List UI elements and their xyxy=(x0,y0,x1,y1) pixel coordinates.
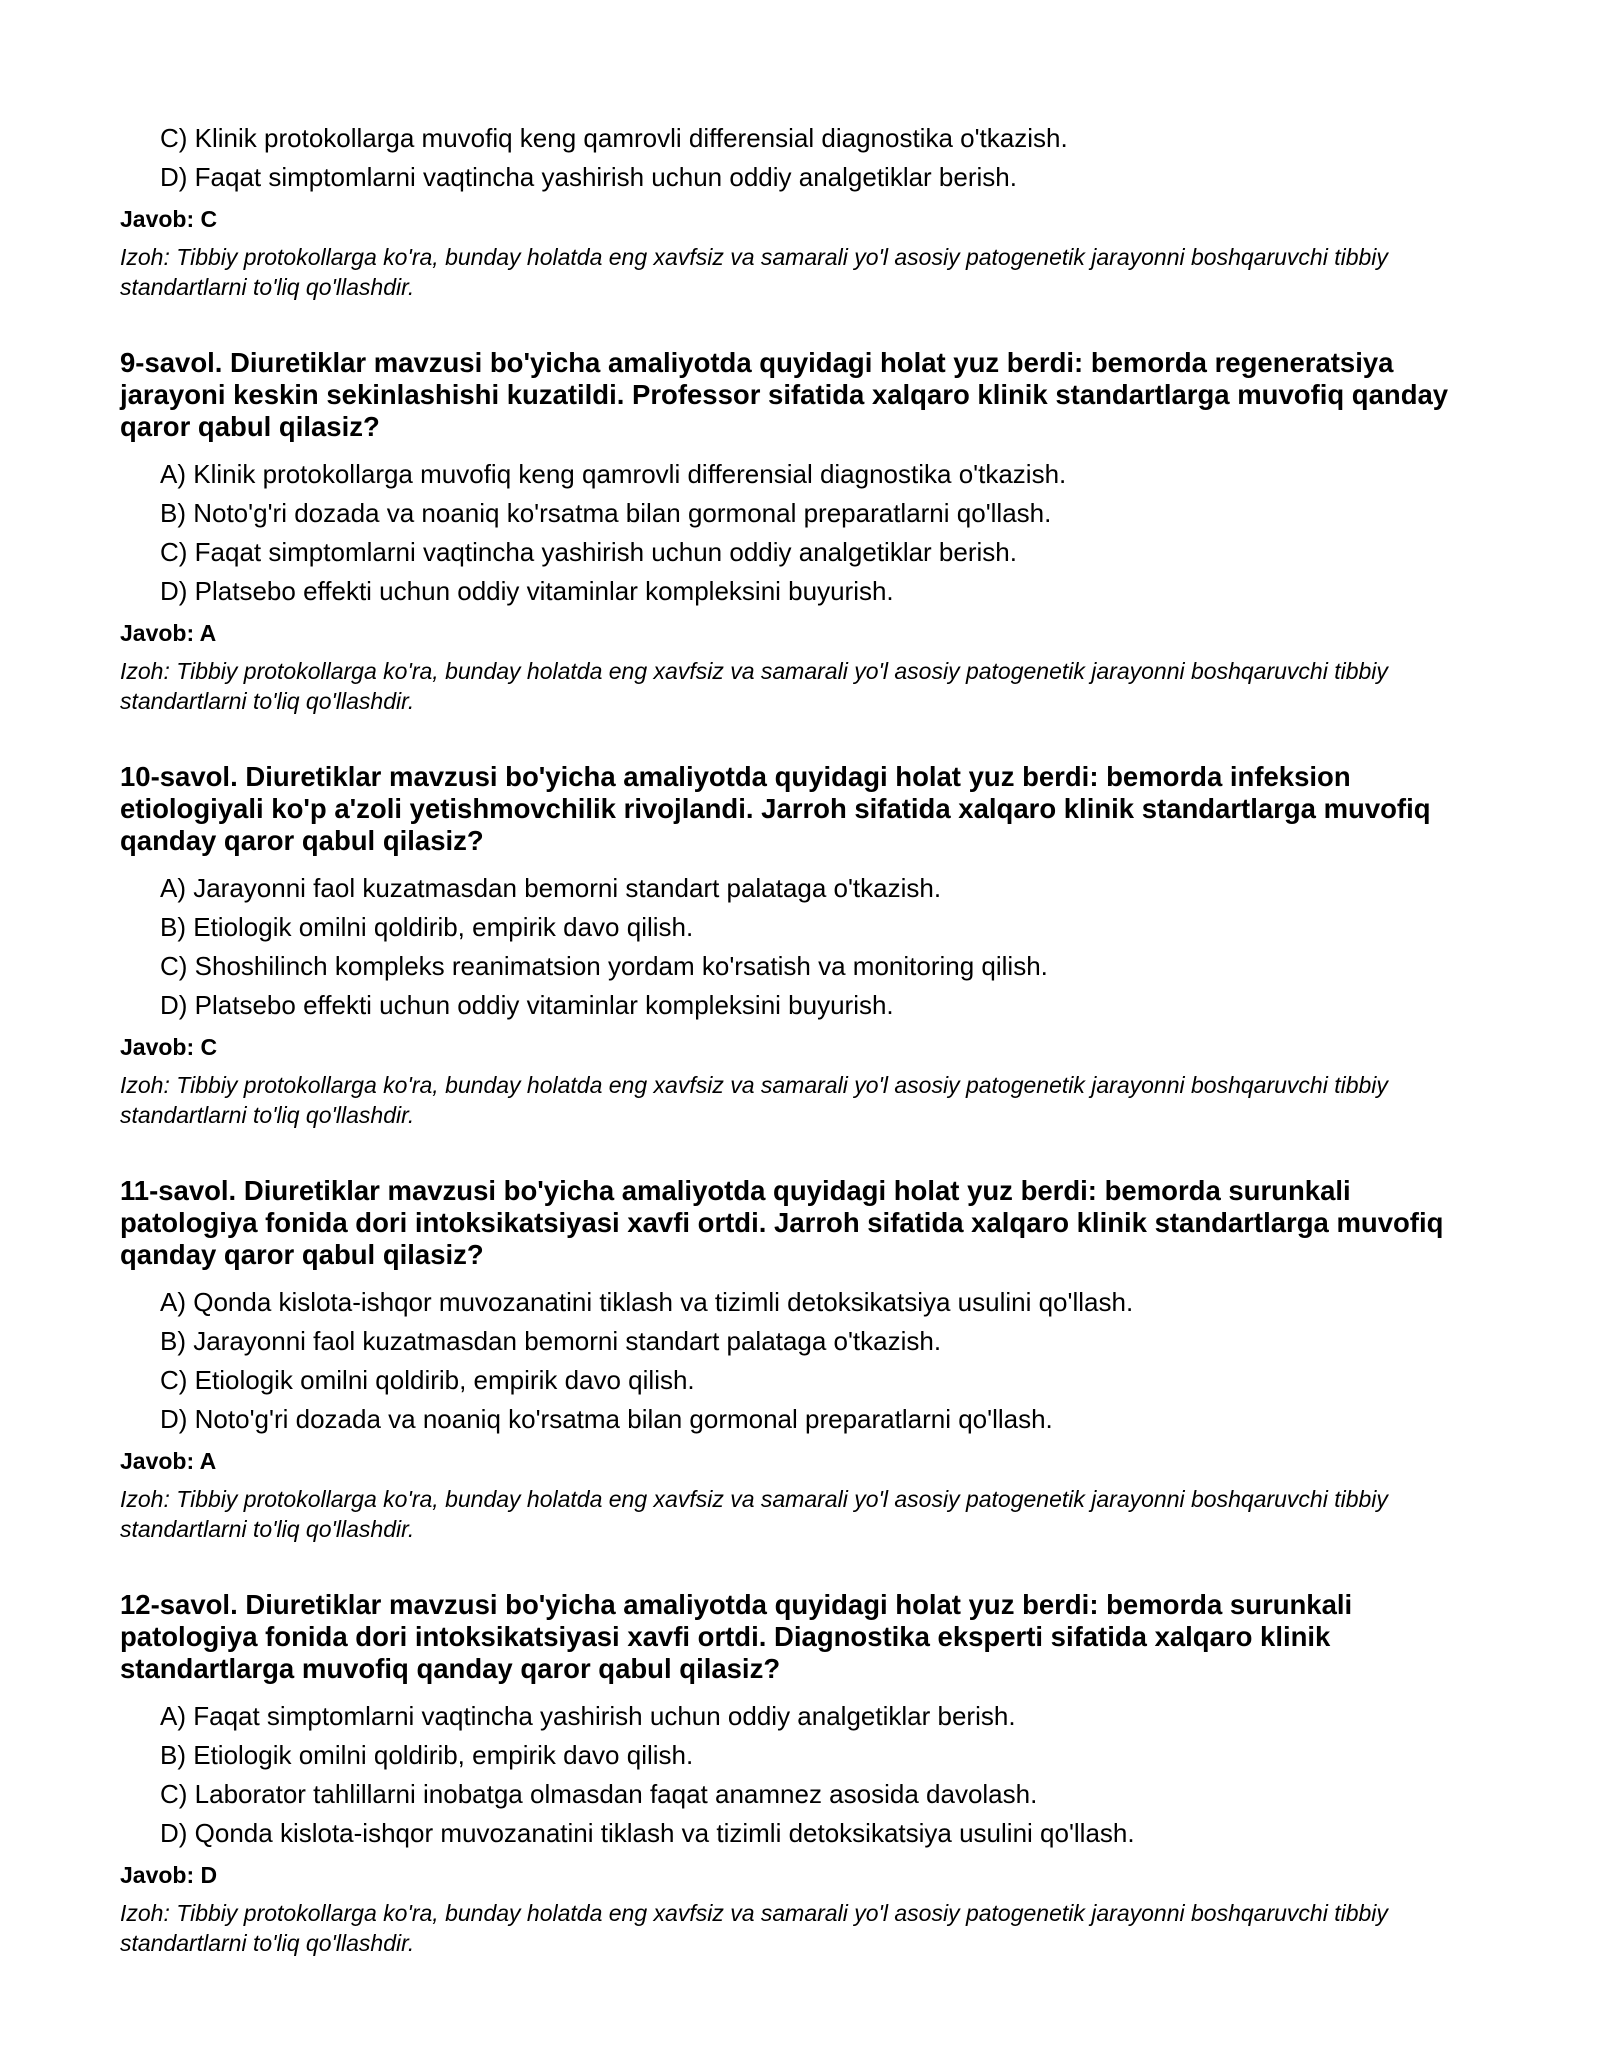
question-text: 10-savol. Diuretiklar mavzusi bo'yicha amaliyotda quyidagi holat yuz berdi: bemorda infeksion etiologiyali ko'p a'zoli yetishmovchilik rivojlandi. Jarroh sifatida xalqaro klinik standartlarga muvofiq qanday qaror qabul qilasiz? xyxy=(120,761,1431,856)
question-12 xyxy=(120,1589,1480,1958)
question-11 xyxy=(120,1175,1480,1544)
option-a: A) Klinik protokollarga muvofiq keng qamrovli differensial diagnostika o'tkazish. xyxy=(160,459,1067,489)
option-d: D) Faqat simptomlarni vaqtincha yashirish uchun oddiy analgetiklar berish. xyxy=(160,162,1017,192)
option-a: A) Qonda kislota-ishqor muvozanatini tiklash va tizimli detoksikatsiya usulini qo'llash. xyxy=(160,1287,1134,1317)
option-d: D) Platsebo effekti uchun oddiy vitaminlar kompleksini buyurish. xyxy=(160,990,894,1020)
option-b: B) Noto'g'ri dozada va noaniq ko'rsatma bilan gormonal preparatlarni qo'llash. xyxy=(160,498,1052,528)
option-b: B) Etiologik omilni qoldirib, empirik davo qilish. xyxy=(160,912,694,942)
question-10 xyxy=(120,761,1480,1130)
answer-label: Javob: A xyxy=(120,1448,217,1474)
option-d: D) Noto'g'ri dozada va noaniq ko'rsatma bilan gormonal preparatlarni qo'llash. xyxy=(160,1404,1053,1434)
answer-label: Javob: C xyxy=(120,1034,218,1060)
option-c: C) Klinik protokollarga muvofiq keng qamrovli differensial diagnostika o'tkazish. xyxy=(160,123,1068,153)
explanation-text: Izoh: Tibbiy protokollarga ko'ra, bunday holatda eng xavfsiz va samarali yo'l asosiy patogenetik jarayonni boshqaruvchi tibbiy standartlarni to'liq qo'llashdir. xyxy=(120,658,1388,714)
answer-label: Javob: A xyxy=(120,620,217,646)
option-d: D) Platsebo effekti uchun oddiy vitaminlar kompleksini buyurish. xyxy=(160,576,894,606)
option-c: C) Shoshilinch kompleks reanimatsion yordam ko'rsatish va monitoring qilish. xyxy=(160,951,1048,981)
option-b: B) Jarayonni faol kuzatmasdan bemorni standart palataga o'tkazish. xyxy=(160,1326,942,1356)
explanation-text: Izoh: Tibbiy protokollarga ko'ra, bunday holatda eng xavfsiz va samarali yo'l asosiy patogenetik jarayonni boshqaruvchi tibbiy standartlarni to'liq qo'llashdir. xyxy=(120,244,1388,300)
option-c: C) Faqat simptomlarni vaqtincha yashirish uchun oddiy analgetiklar berish. xyxy=(160,537,1017,567)
question-text: 12-savol. Diuretiklar mavzusi bo'yicha amaliyotda quyidagi holat yuz berdi: bemorda surunkali patologiya fonida dori intoksikatsiyasi xavfi ortdi. Diagnostika eksperti sifatida xalqaro klinik standartlarga muvofiq qanday qaror qabul qilasiz? xyxy=(120,1589,1353,1684)
question-9 xyxy=(120,347,1480,716)
explanation-text: Izoh: Tibbiy protokollarga ko'ra, bunday holatda eng xavfsiz va samarali yo'l asosiy patogenetik jarayonni boshqaruvchi tibbiy standartlarni to'liq qo'llashdir. xyxy=(120,1900,1388,1956)
page-content xyxy=(120,119,1480,1958)
answer-label: Javob: C xyxy=(120,206,218,232)
option-c: C) Laborator tahlillarni inobatga olmasdan faqat anamnez asosida davolash. xyxy=(160,1779,1038,1809)
question-text: 9-savol. Diuretiklar mavzusi bo'yicha amaliyotda quyidagi holat yuz berdi: bemorda regeneratsiya jarayoni keskin sekinlashishi kuzatildi. Professor sifatida xalqaro klinik standartlarga muvofiq qanday qaror qabul qilasiz? xyxy=(120,347,1449,442)
explanation-text: Izoh: Tibbiy protokollarga ko'ra, bunday holatda eng xavfsiz va samarali yo'l asosiy patogenetik jarayonni boshqaruvchi tibbiy standartlarni to'liq qo'llashdir. xyxy=(120,1486,1388,1542)
answer-label: Javob: D xyxy=(120,1862,218,1888)
question-text: 11-savol. Diuretiklar mavzusi bo'yicha amaliyotda quyidagi holat yuz berdi: bemorda surunkali patologiya fonida dori intoksikatsiyasi xavfi ortdi. Jarroh sifatida xalqaro klinik standartlarga muvofiq qanday qaror qabul qilasiz? xyxy=(120,1175,1444,1270)
option-a: A) Jarayonni faol kuzatmasdan bemorni standart palataga o'tkazish. xyxy=(160,873,942,903)
question-8-continuation xyxy=(120,119,1480,302)
option-d: D) Qonda kislota-ishqor muvozanatini tiklash va tizimli detoksikatsiya usulini qo'llash. xyxy=(160,1818,1135,1848)
explanation-text: Izoh: Tibbiy protokollarga ko'ra, bunday holatda eng xavfsiz va samarali yo'l asosiy patogenetik jarayonni boshqaruvchi tibbiy standartlarni to'liq qo'llashdir. xyxy=(120,1072,1388,1128)
option-b: B) Etiologik omilni qoldirib, empirik davo qilish. xyxy=(160,1740,694,1770)
option-c: C) Etiologik omilni qoldirib, empirik davo qilish. xyxy=(160,1365,695,1395)
option-a: A) Faqat simptomlarni vaqtincha yashirish uchun oddiy analgetiklar berish. xyxy=(160,1701,1016,1731)
